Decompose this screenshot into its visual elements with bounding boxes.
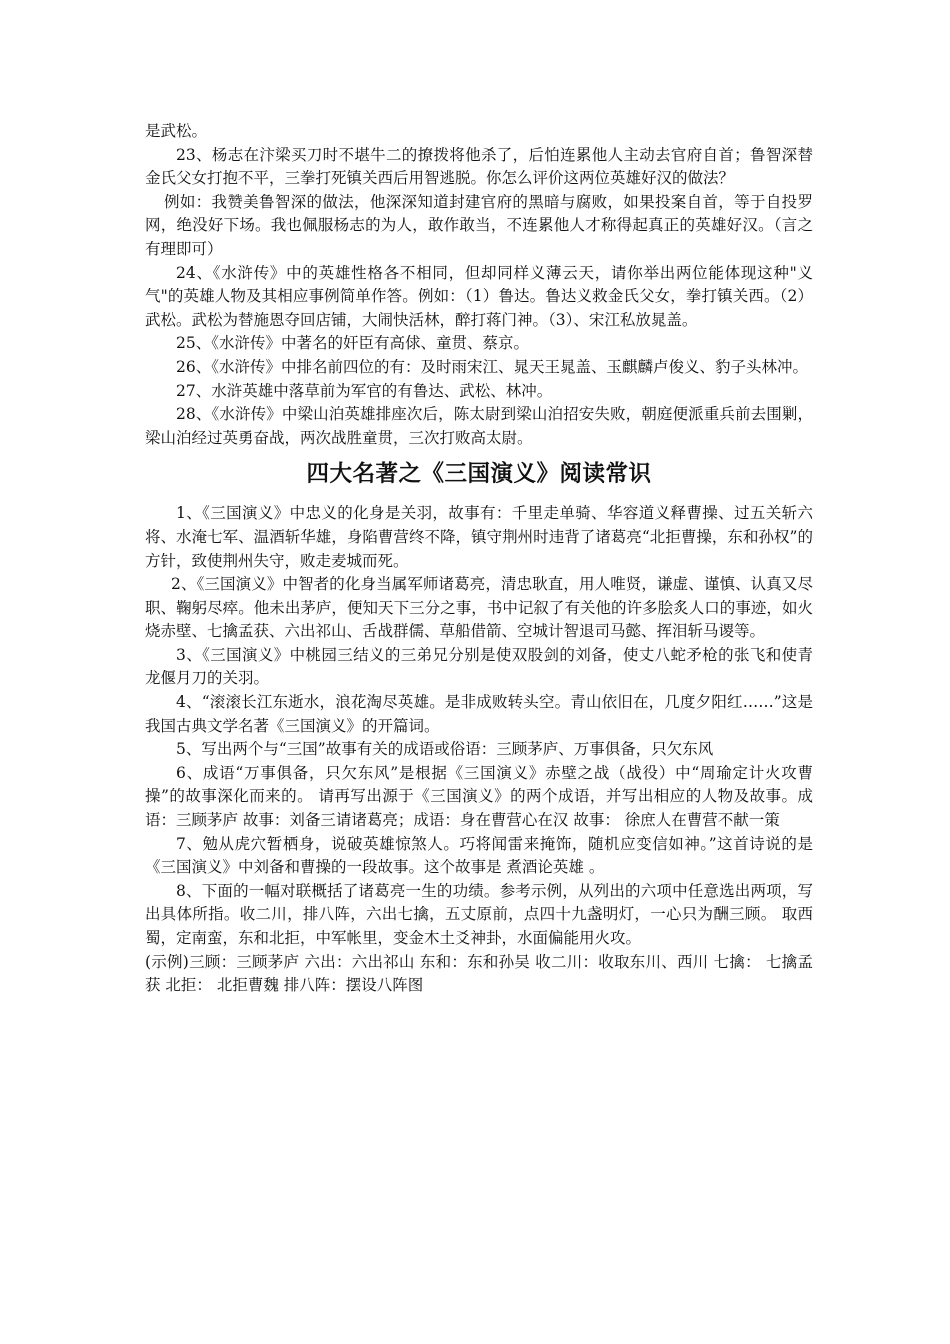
paragraph-q26: 26、《水浒传》中排名前四位的有：及时雨宋江、晁天王晁盖、玉麒麟卢俊义、豹子头林冲。 [176, 357, 808, 376]
paragraph-q25: 25、《水浒传》中著名的奸臣有高俅、童贯、蔡京。 [176, 334, 529, 353]
paragraph: 是武松。 [145, 122, 208, 140]
document-page [145, 120, 813, 998]
section-three-kingdoms [145, 502, 813, 997]
paragraph-q24: 24、《水浒传》中的英雄性格各不相同，但却同样义薄云天，请你举出两位能体现这种"义气"的英雄人物及其相应事例简单作答。例如：（1）鲁达。鲁达义救金氏父女，拳打镇关西。（2）武松。武松为替施恩夺回店铺，大闹快活林，醉打蒋门神。（3）、宋江私放晁盖。 [145, 263, 813, 329]
paragraph-item-4: 4、“滚滚长江东逝水，浪花淘尽英雄。是非成败转头空。青山依旧在，几度夕阳红……”这是我国古典文学名著《三国演义》的开篇词。 [145, 693, 813, 735]
paragraph-item-6: 6、成语“万事俱备，只欠东风”是根据《三国演义》赤壁之战（战役）中“周瑜定计火攻曹操”的故事深化而来的。 请再写出源于《三国演义》的两个成语，并写出相应的人物及故事。成语：三顾茅庐 故事：刘备三请诸葛亮；成语：身在曹营心在汉 故事： 徐庶人在曹营不献一策 [145, 763, 813, 830]
paragraph-item-2: 2、《三国演义》中智者的化身当属军师诸葛亮，清忠耿直，用人唯贤，谦虚、谨慎、认真又尽职、鞠躬尽瘁。他未出茅庐，便知天下三分之事，书中记叙了有关他的许多脍炙人口的事迹，如火烧赤壁、七擒孟获、六出祁山、舌战群儒、草船借箭、空城计智退司马懿、挥泪斩马谡等。 [145, 575, 813, 641]
paragraph-answer-example: 例如：我赞美鲁智深的做法，他深深知道封建官府的黑暗与腐败，如果投案自首，等于自投罗网，绝没好下场。我也佩服杨志的为人，敢作敢当，不连累他人才称得起真正的英雄好汉。（言之有理即可） [145, 192, 813, 258]
section-water-margin [145, 120, 813, 450]
section-title: 四大名著之《三国演义》阅读常识 [306, 461, 652, 488]
paragraph-item-1: 1、《三国演义》中忠义的化身是关羽，故事有：千里走单骑、华容道义释曹操、过五关斩六将、水淹七军、温酒斩华雄，身陷曹营终不降，镇守荆州时违背了诸葛亮“北拒曹操，东和孙权”的方针，致使荆州失守，败走麦城而死。 [145, 504, 813, 570]
paragraph-item-5: 5、写出两个与“三国”故事有关的成语或俗语：三顾茅庐、万事俱备，只欠东风 [176, 740, 714, 759]
paragraph-item-3: 3、《三国演义》中桃园三结义的三弟兄分别是使双股剑的刘备，使丈八蛇矛枪的张飞和使青龙偃月刀的关羽。 [145, 645, 813, 688]
paragraph-q27: 27、水浒英雄中落草前为军官的有鲁达、武松、林冲。 [176, 381, 553, 400]
paragraph-q23: 23、杨志在汴梁买刀时不堪牛二的撩拨将他杀了，后怕连累他人主动去官府自首；鲁智深替金氏父女打抱不平，三拳打死镇关西后用智逃脱。你怎么评价这两位英雄好汉的做法？ [145, 145, 813, 188]
paragraph-item-8: 8、下面的一幅对联概括了诸葛亮一生的功绩。参考示例，从列出的六项中任意选出两项，写出具体所指。收二川，排八阵，六出七擒，五丈原前，点四十九盏明灯，一心只为酬三顾。 取西蜀，定南蛮，东和北拒，中军帐里，变金木土爻神卦，水面偏能用火攻。 [145, 881, 813, 947]
paragraph-q28: 28、《水浒传》中梁山泊英雄排座次后，陈太尉到梁山泊招安失败，朝庭便派重兵前去围剿，梁山泊经过英勇奋战，两次战胜童贯，三次打败高太尉。 [145, 405, 813, 447]
paragraph-item-7: 7、勉从虎穴暂栖身，说破英雄惊煞人。巧将闻雷来掩饰，随机应变信如神。”这首诗说的是《三国演义》中刘备和曹操的一段故事。这个故事是 煮酒论英雄 。 [145, 834, 813, 877]
paragraph-example: (示例)三顾：三顾茅庐 六出：六出祁山 东和：东和孙吴 收二川：收取东川、西川 七擒： 七擒孟获 北拒： 北拒曹魏 排八阵：摆设八阵图 [145, 952, 813, 995]
